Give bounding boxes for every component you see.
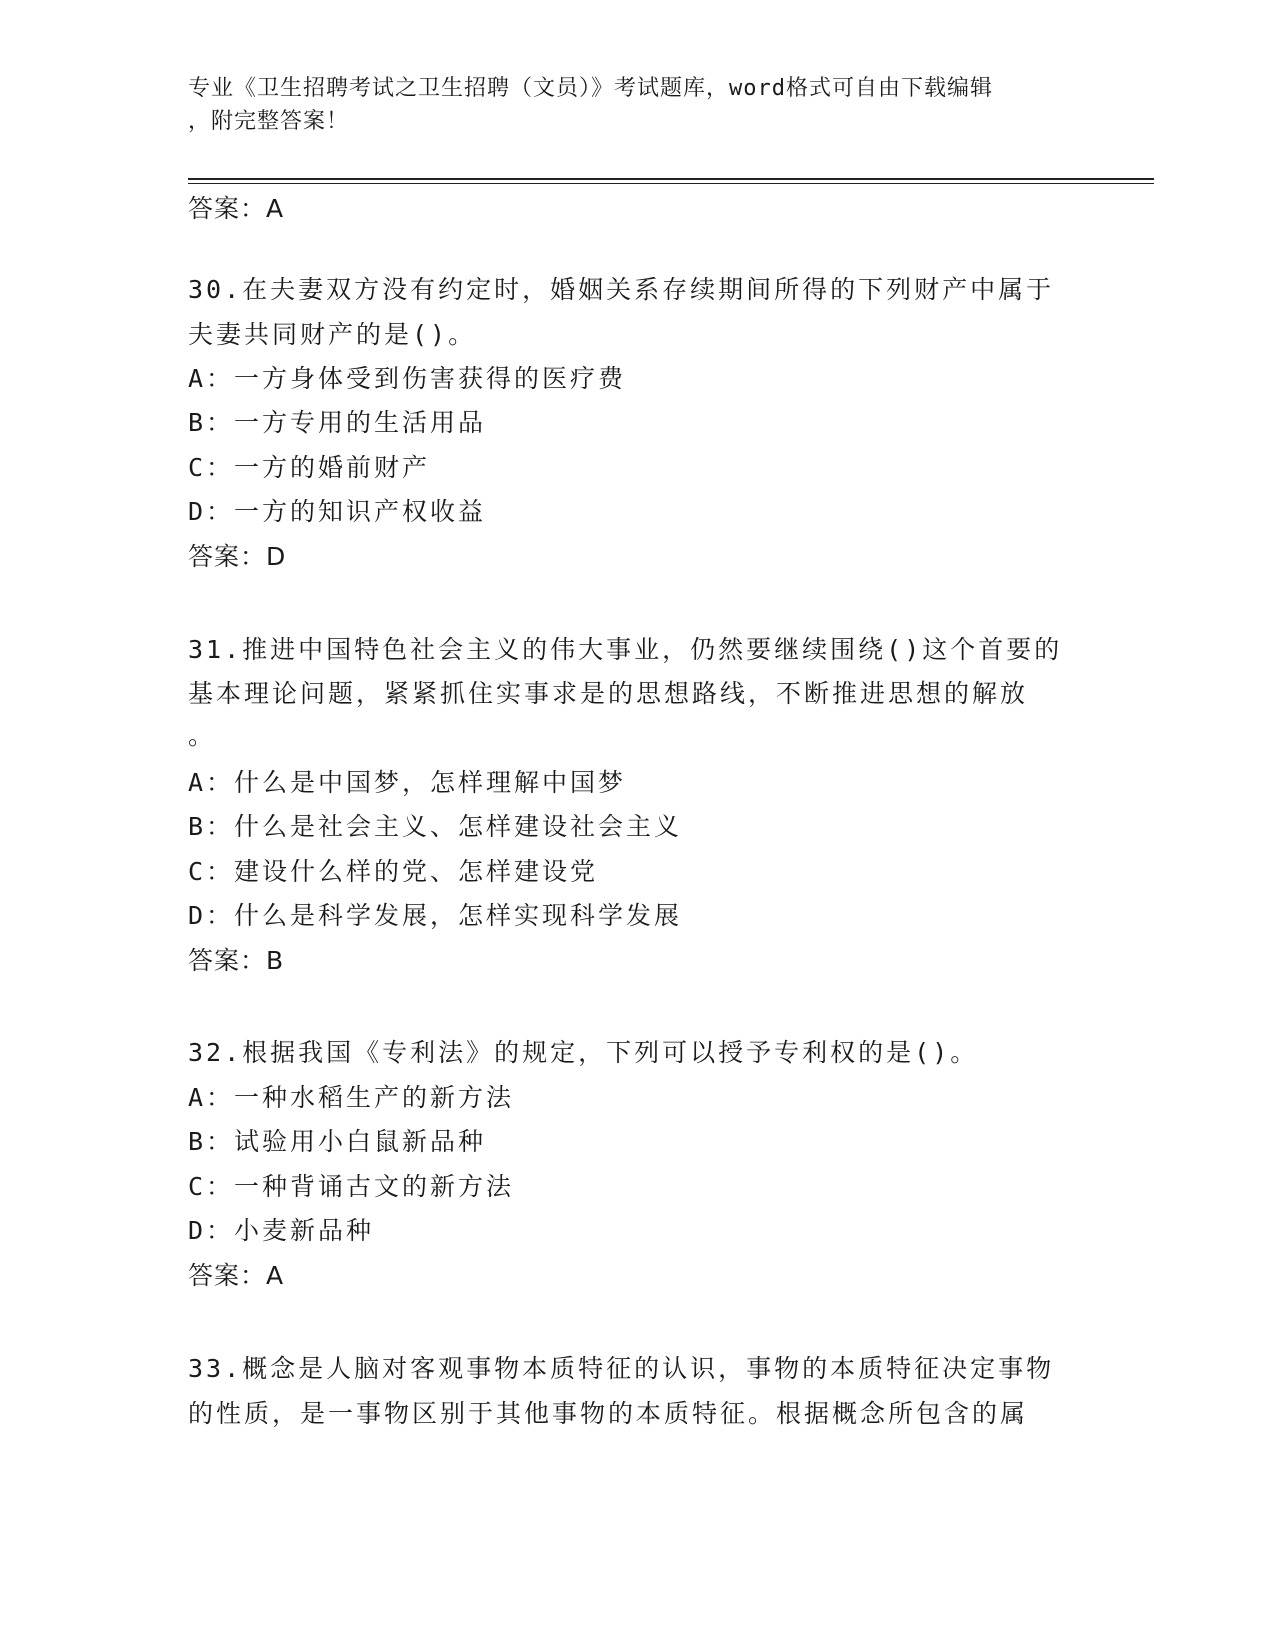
header-divider-thick — [188, 178, 1154, 180]
q30-answer: 答案：D — [188, 542, 287, 571]
q31-option-c: C：建设什么样的党、怎样建设党 — [188, 857, 599, 886]
q30-stem-line-2: 夫妻共同财产的是()。 — [188, 320, 477, 349]
document-header — [188, 72, 1068, 138]
q31-option-d: D：什么是科学发展，怎样实现科学发展 — [188, 901, 683, 930]
answer-prev: 答案：A — [188, 194, 285, 223]
q33-stem-line-1: 33.概念是人脑对客观事物本质特征的认识，事物的本质特征决定事物 — [188, 1354, 1055, 1383]
q31-stem-line-1: 31.推进中国特色社会主义的伟大事业，仍然要继续围绕()这个首要的 — [188, 635, 1063, 664]
q30-option-c: C：一方的婚前财产 — [188, 453, 431, 482]
q32-option-d: D：小麦新品种 — [188, 1216, 375, 1245]
header-line-2: ，附完整答案！ — [188, 109, 350, 134]
q31-stem-line-2: 基本理论问题，紧紧抓住实事求是的思想路线，不断推进思想的解放 — [188, 679, 1029, 708]
q31-stem-line-3: 。 — [188, 721, 217, 750]
q32-answer: 答案：A — [188, 1261, 285, 1290]
q31-answer: 答案：B — [188, 946, 285, 975]
q31-option-b: B：什么是社会主义、怎样建设社会主义 — [188, 812, 683, 841]
q32-option-b: B：试验用小白鼠新品种 — [188, 1127, 487, 1156]
q32-option-a: A：一种水稻生产的新方法 — [188, 1083, 515, 1112]
q33-stem-line-2: 的性质，是一事物区别于其他事物的本质特征。根据概念所包含的属 — [188, 1399, 1029, 1428]
q30-stem-line-1: 30.在夫妻双方没有约定时，婚姻关系存续期间所得的下列财产中属于 — [188, 275, 1055, 304]
q32-stem-line-1: 32.根据我国《专利法》的规定，下列可以授予专利权的是()。 — [188, 1038, 979, 1067]
header-line-1: 专业《卫生招聘考试之卫生招聘（文员）》考试题库，word格式可自由下载编辑 — [188, 76, 993, 101]
q30-option-d: D：一方的知识产权收益 — [188, 497, 487, 526]
q32-option-c: C：一种背诵古文的新方法 — [188, 1172, 515, 1201]
q31-option-a: A：什么是中国梦，怎样理解中国梦 — [188, 768, 627, 797]
q30-option-a: A：一方身体受到伤害获得的医疗费 — [188, 364, 627, 393]
q30-option-b: B：一方专用的生活用品 — [188, 408, 487, 437]
header-divider-thin — [188, 183, 1154, 184]
